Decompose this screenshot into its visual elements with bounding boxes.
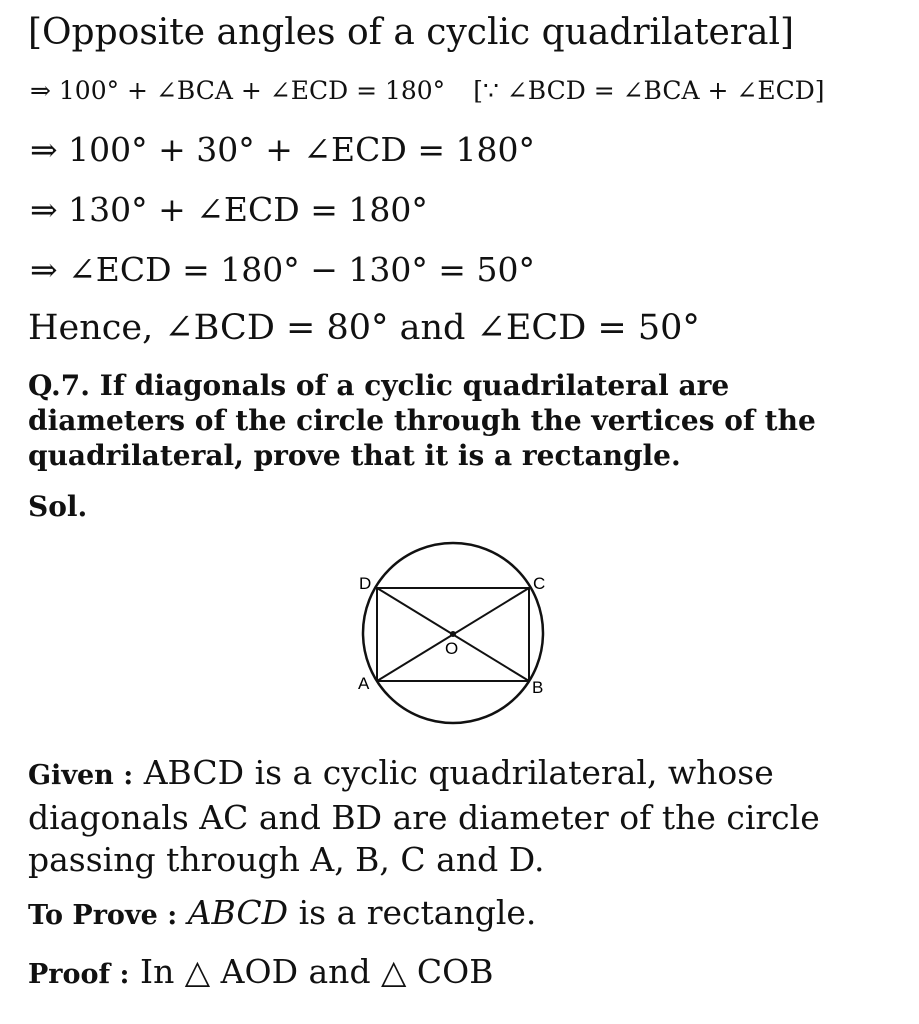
equation-1 [30, 76, 825, 105]
proof-statement [28, 952, 493, 991]
equation-1-reason: [∵ ∠BCD = ∠BCA + ∠ECD] [473, 76, 825, 105]
cyclic-quadrilateral-figure [345, 540, 565, 730]
proof-label: Proof : [28, 959, 130, 990]
equation-3: ⇒ 130° + ∠ECD = 180° [30, 190, 428, 229]
to-prove-subject: ABCD [187, 893, 289, 932]
question-7: Q.7. If diagonals of a cyclic quadrilateral are diameters of the circle through the vertices of the quadrilateral, prove that it is a rectangle. [28, 369, 816, 472]
label-b: B [532, 678, 544, 697]
center-point [450, 631, 456, 637]
to-prove-label: To Prove : [28, 900, 178, 931]
opposite-angles-reason: [Opposite angles of a cyclic quadrilateral] [28, 12, 795, 53]
solution-heading: Sol. [28, 490, 88, 523]
equation-2: ⇒ 100° + 30° + ∠ECD = 180° [30, 130, 535, 169]
label-a: A [358, 674, 370, 693]
hence-conclusion: Hence, ∠BCD = 80° and ∠ECD = 50° [28, 308, 700, 348]
equation-4: ⇒ ∠ECD = 180° − 130° = 50° [30, 250, 535, 289]
label-c: C [533, 574, 546, 593]
equation-1-text: ⇒ 100° + ∠BCA + ∠ECD = 180° [30, 76, 446, 105]
given-label: Given : [28, 760, 134, 791]
given-statement [28, 752, 898, 881]
to-prove-text: is a rectangle. [298, 893, 537, 932]
to-prove-statement [28, 893, 536, 932]
given-text: ABCD is a cyclic quadrilateral, whose diagonals AC and BD are diameter of the circle passing through A, B, C and D. [28, 753, 820, 879]
label-d: D [359, 574, 372, 593]
label-o: O [445, 639, 459, 658]
proof-text: In △ AOD and △ COB [140, 952, 494, 991]
